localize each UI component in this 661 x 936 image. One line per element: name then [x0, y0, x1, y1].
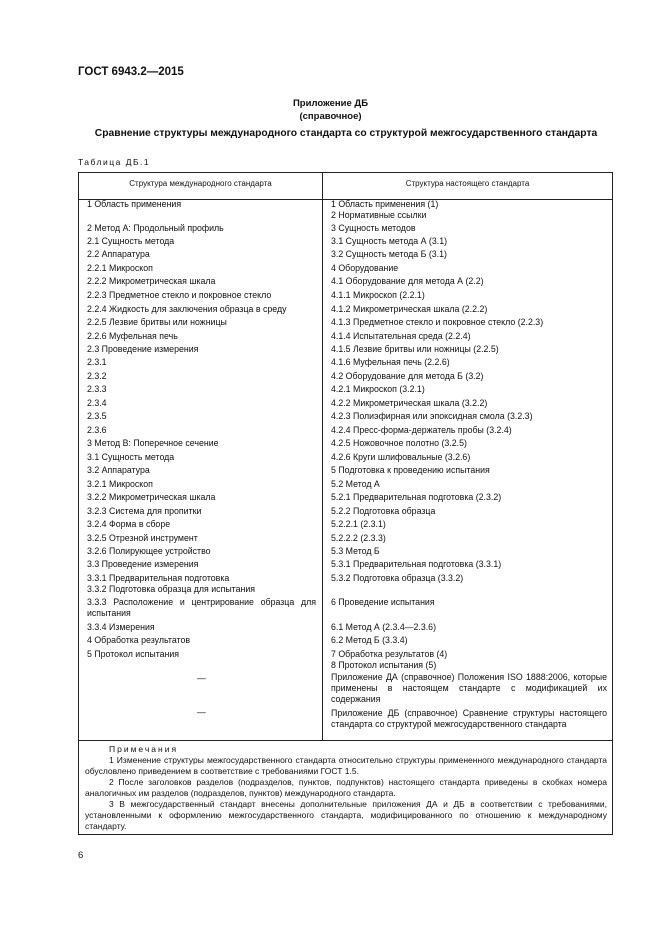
right-row: Приложение ДА (справочное) Положения ISO 1888:2006, которые применены в настоящем стандарте с модификацией их содержания — [331, 672, 607, 704]
right-row: 8 Протокол испытания (5) — [331, 660, 437, 670]
right-row: 5.3.1 Предварительная подготовка (3.3.1) — [331, 559, 502, 569]
left-row: 2.2.1 Микроскоп — [87, 263, 153, 273]
column-header-international: Структура международного стандарта — [129, 179, 272, 188]
right-row: 5.3.2 Подготовка образца (3.3.2) — [331, 573, 464, 583]
left-row: 3 Метод В: Поперечное сечение — [87, 438, 219, 448]
left-row: 2.2.3 Предметное стекло и покровное стекло — [87, 290, 272, 300]
comparison-table — [78, 172, 613, 835]
left-row: 2.3.4 — [87, 398, 107, 408]
left-row: 3.2.1 Микроскоп — [87, 479, 153, 489]
right-row: 1 Область применения (1) — [331, 199, 439, 209]
left-row: 2 Метод А: Продольный профиль — [87, 223, 224, 233]
notes-title: Примечания — [109, 744, 179, 754]
right-row: 6.2 Метод Б (3.3.4) — [331, 635, 408, 645]
left-row: 2.3.1 — [87, 357, 107, 367]
right-row: 4.1.4 Испытательная среда (2.2.4) — [331, 331, 471, 341]
left-row: 5 Протокол испытания — [87, 649, 180, 659]
note-item: 2 После заголовков разделов (подразделов, пунктов, подпунктов) настоящего стандарта приведены в скобках номера аналогичных им разделов (подразделов, пунктов) международного стандарта. — [85, 777, 607, 798]
right-row: 4.2.6 Круги шлифовальные (3.2.6) — [331, 452, 471, 462]
right-row: 4.1.1 Микроскоп (2.2.1) — [331, 290, 425, 300]
right-row: 6 Проведение испытания — [331, 597, 435, 607]
left-row: 2.2.2 Микрометрическая шкала — [87, 276, 216, 286]
right-row: 5.2.2.2 (2.3.3) — [331, 533, 386, 543]
annex-heading — [0, 97, 661, 123]
right-row: 5.2 Метод А — [331, 479, 380, 489]
note-item: 1 Изменение структуры межгосударственного стандарта относительно структуры примененного международного стандарта обусловлено приведением в соответствие с требованиями ГОСТ 1.5. — [85, 755, 607, 776]
left-row: 2.3.6 — [87, 425, 107, 435]
left-row: 3.2.6 Полирующее устройство — [87, 546, 211, 556]
right-row: 4.1 Оборудование для метода А (2.2) — [331, 276, 484, 286]
right-row: Приложение ДБ (справочное) Сравнение структуры настоящего стандарта со структурой межгосударственного стандарта — [331, 708, 607, 729]
left-row: 3.3.3 Расположение и центрирование образца для испытания — [87, 597, 316, 618]
right-row: 4.1.6 Муфельная печь (2.2.6) — [331, 357, 450, 367]
left-row: 2.2.5 Лезвие бритвы или ножницы — [87, 317, 227, 327]
annex-subtitle: (справочное) — [299, 111, 362, 122]
right-row: 2 Нормативные ссылки — [331, 210, 427, 220]
left-row: 3.2.4 Форма в сборе — [87, 519, 171, 529]
right-row: 7 Обработка результатов (4) — [331, 649, 448, 659]
column-divider — [322, 173, 323, 740]
table-caption: Таблица ДБ.1 — [78, 157, 151, 167]
notes-divider — [79, 740, 612, 741]
right-row: 6.1 Метод А (2.3.4—2.3.6) — [331, 622, 437, 632]
right-row: 4.1.5 Лезвие бритвы или ножницы (2.2.5) — [331, 344, 499, 354]
note-item: 3 В межгосударственный стандарт внесены дополнительные приложения ДА и ДБ в соответствии с требованиями, установленными к оформлению межгосударственного стандарта, модифицированного по отношению к международному стандарту. — [85, 799, 607, 831]
left-row: 1 Область применения — [87, 199, 182, 209]
column-header-national: Структура настоящего стандарта — [405, 179, 530, 188]
left-row: 3.3 Проведение измерения — [87, 559, 199, 569]
right-row: 5.2.2 Подготовка образца — [331, 506, 436, 516]
right-row: 5 Подготовка к проведению испытания — [331, 465, 490, 475]
right-row: 3.2 Сущность метода Б (3.1) — [331, 249, 447, 259]
right-row: 3 Сущность методов — [331, 223, 416, 233]
left-row: 3.2.5 Отрезной инструмент — [87, 533, 198, 543]
standard-header: ГОСТ 6943.2—2015 — [78, 66, 184, 78]
left-row: 2.3.2 — [87, 371, 107, 381]
right-row: 5.3 Метод Б — [331, 546, 380, 556]
left-row: 3.3.2 Подготовка образца для испытания — [87, 584, 256, 594]
right-row: 4.2.4 Пресс-форма-держатель пробы (3.2.4) — [331, 425, 512, 435]
left-row: 2.2.4 Жидкость для заключения образца в среду — [87, 304, 287, 314]
right-row: 5.2.2.1 (2.3.1) — [331, 519, 386, 529]
left-row: 3.3.4 Измерения — [87, 622, 155, 632]
left-row: 3.2.2 Микрометрическая шкала — [87, 492, 216, 502]
left-row: 2.3.5 — [87, 411, 107, 421]
left-row: 4 Обработка результатов — [87, 635, 191, 645]
left-row: 2.3.3 — [87, 384, 107, 394]
right-row: 4.2.1 Микроскоп (3.2.1) — [331, 384, 425, 394]
table-notes — [85, 744, 607, 832]
document-title: Сравнение структуры международного стандарта со структурой межгосударственного стандарта — [94, 128, 598, 139]
left-row: 2.3 Проведение измерения — [87, 344, 199, 354]
right-row: 5.2.1 Предварительная подготовка (2.3.2) — [331, 492, 502, 502]
left-row: 2.2 Аппаратура — [87, 249, 150, 259]
left-row: 2.1 Сущность метода — [87, 236, 175, 246]
left-row: 3.3.1 Предварительная подготовка — [87, 573, 230, 583]
page-number: 6 — [78, 850, 84, 861]
right-row: 4.2.5 Ножовочное полотно (3.2.5) — [331, 438, 467, 448]
left-row: 3.2 Аппаратура — [87, 465, 150, 475]
left-row: 3.1 Сущность метода — [87, 452, 175, 462]
left-row-dash: — — [197, 707, 206, 717]
left-row-dash: — — [197, 673, 206, 683]
right-row: 3.1 Сущность метода А (3.1) — [331, 236, 448, 246]
right-row: 4.1.2 Микрометрическая шкала (2.2.2) — [331, 304, 488, 314]
right-row: 4.2.2 Микрометрическая шкала (3.2.2) — [331, 398, 488, 408]
left-row: 2.2.6 Муфельная печь — [87, 331, 178, 341]
right-row: 4 Оборудование — [331, 263, 399, 273]
annex-title: Приложение ДБ — [292, 98, 369, 109]
right-row: 4.2 Оборудование для метода Б (3.2) — [331, 371, 484, 381]
right-row: 4.1.3 Предметное стекло и покровное стекло (2.2.3) — [331, 317, 544, 327]
right-row: 4.2.3 Полиэфирная или эпоксидная смола (3.2.3) — [331, 411, 533, 421]
left-row: 3.2.3 Система для пропитки — [87, 506, 202, 516]
